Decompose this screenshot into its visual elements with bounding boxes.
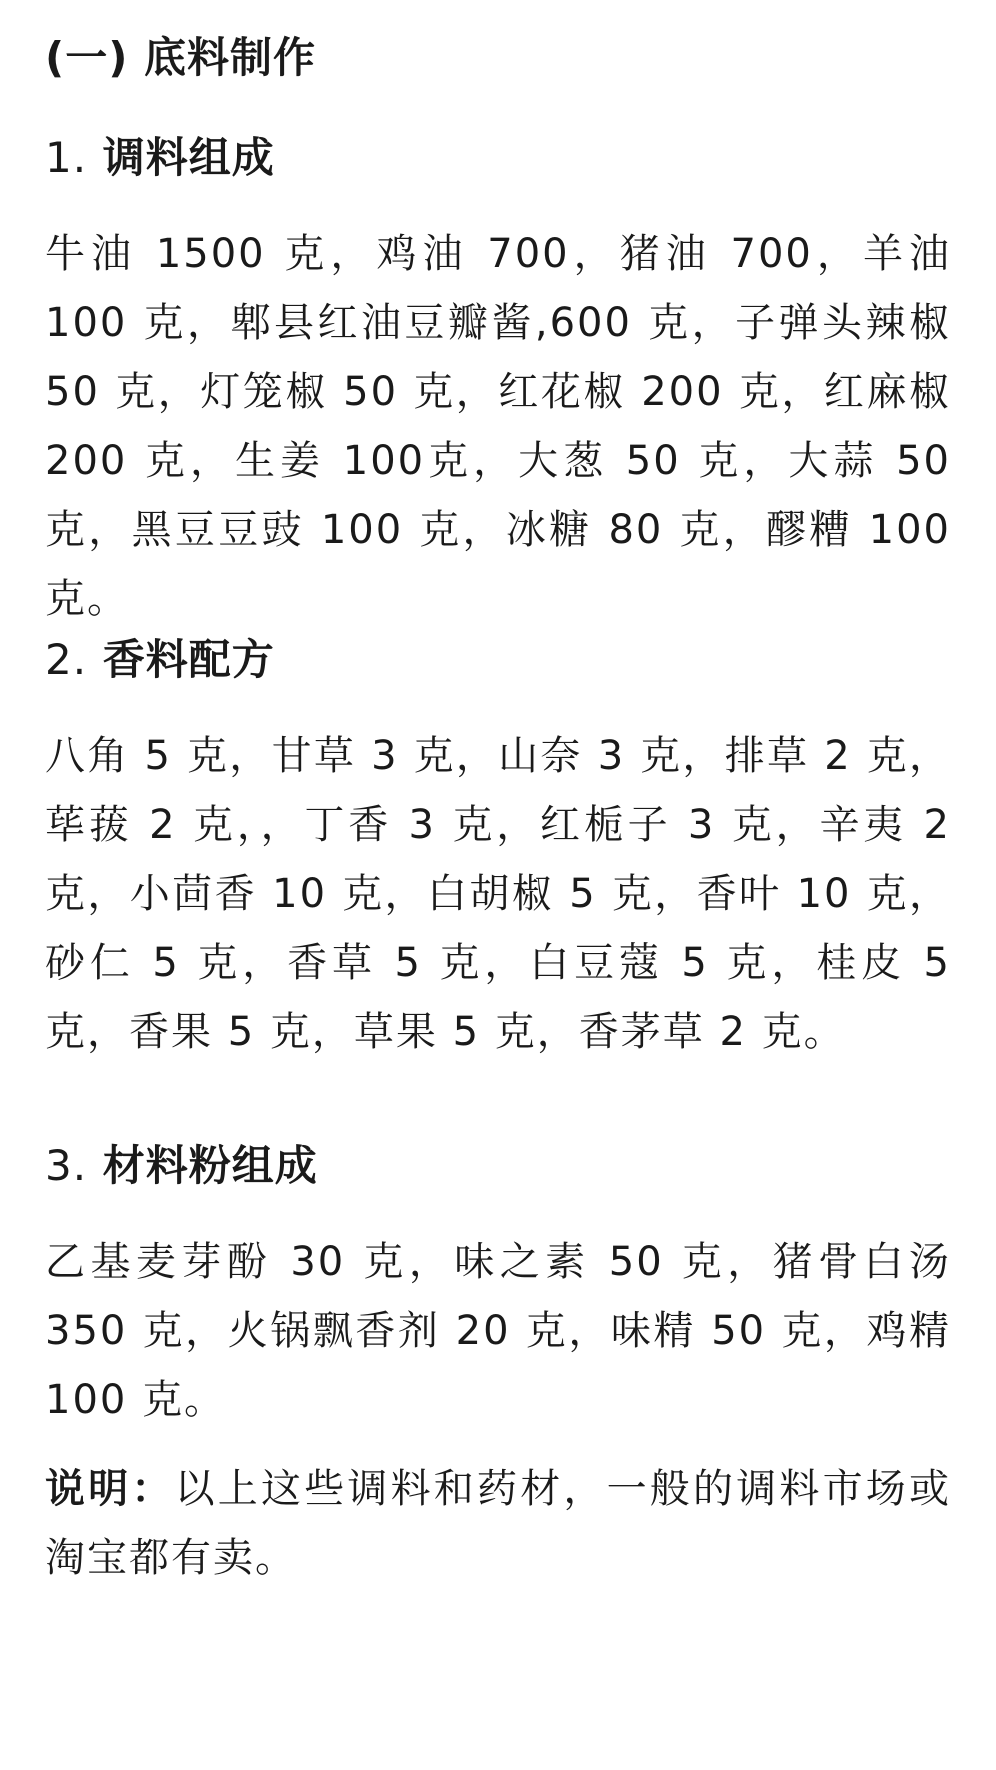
note-label: 说明： — [45, 1466, 175, 1512]
section-title: 香料配方 — [102, 635, 275, 684]
section-number: 1. — [45, 133, 88, 182]
section-body-spices: 八角 5 克，甘草 3 克，山奈 3 克，排草 2 克，荜菝 2 克，，丁香 3 克，红栀子 3 克，辛夷 2 克，小茴香 10 克，白胡椒 5 克，香叶 10 克，砂仁 5 克，香草 5 克，白豆蔻 5 克，桂皮 5 克，香果 5 克，草果 5 克，香茅草 2 克。 — [45, 733, 951, 1055]
section-body-seasonings: 牛油 1500 克，鸡油 700，猪油 700，羊油 100 克，郫县红油豆瓣酱,600 克，子弹头辣椒 50 克，灯笼椒 50 克，红花椒 200 克，红麻椒 200 克，生姜 100克，大葱 50 克，大蒜 50 克，黑豆豆豉 100 克，冰糖 80 克，醪糟 100 克。 — [45, 231, 951, 622]
note-paragraph — [45, 1455, 951, 1593]
section-heading-seasonings — [45, 130, 275, 186]
section-title: 材料粉组成 — [102, 1141, 318, 1190]
section-title: 调料组成 — [102, 133, 275, 182]
section-heading-powders — [45, 1138, 318, 1194]
section-heading-spices — [45, 632, 275, 688]
section-number: 2. — [45, 635, 88, 684]
section-body-powders: 乙基麦芽酚 30 克，味之素 50 克，猪骨白汤 350 克，火锅飘香剂 20 克，味精 50 克，鸡精 100 克。 — [45, 1239, 951, 1423]
note-text: 以上这些调料和药材，一般的调料市场或淘宝都有卖。 — [45, 1466, 952, 1581]
page-title: (一) 底料制作 — [45, 33, 317, 82]
section-number: 3. — [45, 1141, 88, 1190]
